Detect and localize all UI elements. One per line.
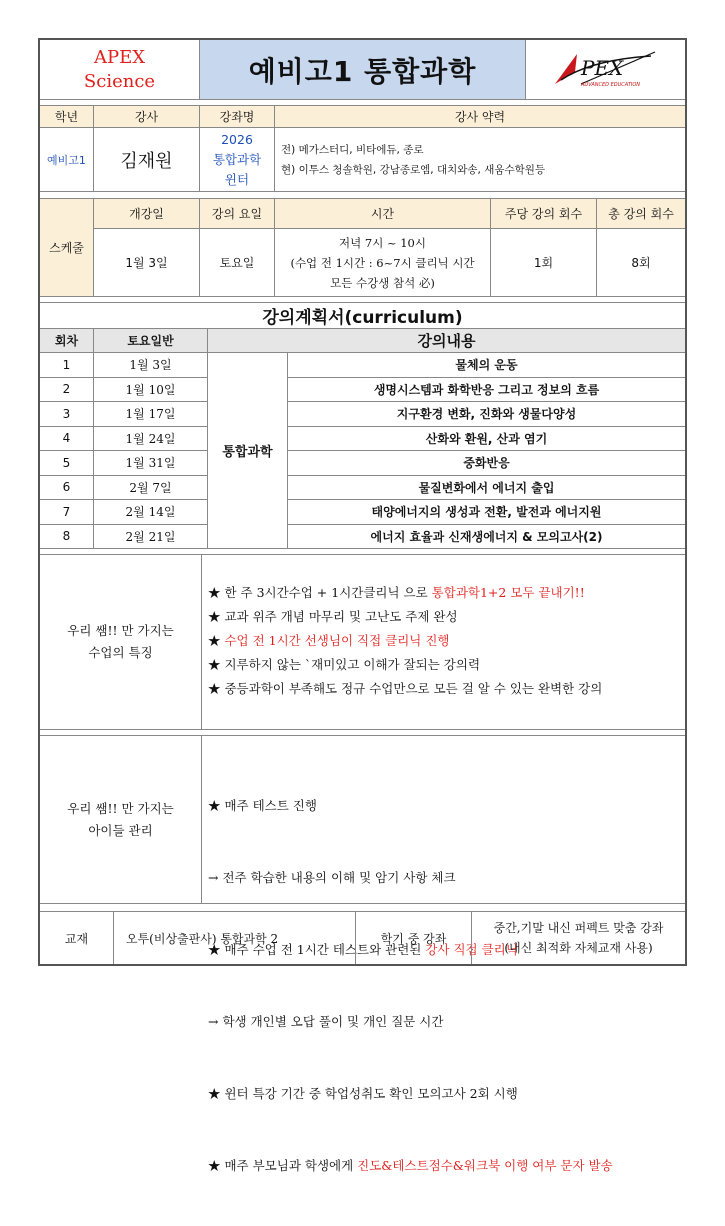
- career-line-1: 전) 메가스터디, 비타에듀, 종로: [281, 143, 424, 156]
- course-sheet: [38, 38, 687, 1173]
- features-label-line1: 우리 쌤!! 만 가지는: [67, 623, 174, 638]
- feature-item: ★ 한 주 3시간수업 + 1시간클리닉 으로 통합과학1+2 모두 끝내기!!: [208, 585, 585, 600]
- col-weekly: 주당 강의 회수: [491, 199, 597, 229]
- features-block: [40, 555, 685, 730]
- row-no: 6: [40, 476, 94, 501]
- subject-cell: 통합과학: [208, 353, 288, 549]
- row-content: 물체의 운동: [288, 353, 685, 378]
- col-course: 강좌명: [200, 106, 275, 128]
- management-item: → 전주 학습한 내용의 이해 및 암기 사항 체크: [208, 870, 456, 885]
- curriculum-rows: [40, 353, 685, 549]
- row-no: 4: [40, 427, 94, 452]
- features-list: [208, 581, 602, 701]
- management-item: ★ 매주 부모님과 학생에게 진도&테스트점수&워크북 이행 여부 문자 발송: [208, 1158, 613, 1173]
- col-content: 강의내용: [208, 329, 685, 353]
- instructor-header-row: [40, 106, 685, 128]
- row-content: 에너지 효율과 신재생에너지 & 모의고사(2): [288, 525, 685, 550]
- management-label-line2: 아이들 관리: [88, 822, 153, 838]
- row-no: 7: [40, 500, 94, 525]
- row-date: 2월 14일: [94, 500, 208, 525]
- row-no: 8: [40, 525, 94, 550]
- features-label: [40, 555, 202, 729]
- apex-logo: [526, 40, 685, 100]
- teacher-name: 김재원: [94, 128, 200, 192]
- textbook-label: 교재: [40, 912, 114, 964]
- feature-item: ★ 중등과학이 부족해도 정규 수업만으로 모든 걸 알 수 있는 완벽한 강의: [208, 681, 603, 696]
- brand-line2: Science: [83, 70, 156, 92]
- lecture-time: [275, 229, 491, 297]
- col-career: 강사 약력: [275, 106, 685, 128]
- textbook-value: 오투(비상출판사) 통합과학 2: [114, 912, 356, 964]
- time-line-3: 모든 수강생 참석 必): [330, 275, 435, 290]
- row-date: 1월 10일: [94, 378, 208, 403]
- curriculum-header-row: [40, 329, 685, 353]
- header-row: [40, 40, 685, 100]
- row-date: 1월 3일: [94, 353, 208, 378]
- col-date: 토요일반: [94, 329, 208, 353]
- row-no: 2: [40, 378, 94, 403]
- time-line-2: (수업 전 1시간 : 6~7시 클리닉 시간: [290, 255, 475, 270]
- col-day: 강의 요일: [200, 199, 275, 229]
- row-date: 2월 21일: [94, 525, 208, 550]
- row-content: 태양에너지의 생성과 전환, 발전과 에너지원: [288, 500, 685, 525]
- apex-logo-icon: [551, 50, 661, 90]
- col-total: 총 강의 회수: [597, 199, 685, 229]
- curriculum-title: 강의계획서(curriculum): [40, 303, 685, 329]
- management-item: ★ 매주 테스트 진행: [208, 798, 317, 813]
- instructor-row: [40, 128, 685, 192]
- management-list: [208, 746, 613, 1226]
- grade-value: 예비고1: [40, 128, 94, 192]
- course-line-2: 통합과학: [212, 151, 262, 167]
- schedule-label: 스케줄: [40, 199, 94, 297]
- col-time: 시간: [275, 199, 491, 229]
- row-date: 1월 17일: [94, 402, 208, 427]
- schedule-block: [40, 199, 685, 297]
- row-content: 생명시스템과 화학반응 그리고 정보의 흐름: [288, 378, 685, 403]
- row-content: 산화와 환원, 산과 염기: [288, 427, 685, 452]
- semester-value: [472, 912, 685, 964]
- management-item: ★ 매주 수업 전 1시간 테스트와 관련된 강사 직접 클리닉: [208, 942, 518, 957]
- row-date: 2월 7일: [94, 476, 208, 501]
- course-line-1: 2026: [221, 131, 253, 147]
- row-content: 지구환경 변화, 진화와 생물다양성: [288, 402, 685, 427]
- col-no: 회차: [40, 329, 94, 353]
- weekly-count: 1회: [491, 229, 597, 297]
- total-count: 8회: [597, 229, 685, 297]
- course-name: [200, 128, 275, 192]
- footer-row: [40, 912, 685, 964]
- semester-label: 학기 중 강좌: [356, 912, 472, 964]
- brand-cell: [40, 40, 200, 100]
- features-label-line2: 수업의 특징: [88, 645, 153, 660]
- feature-item: ★ 지루하지 않는 `재미있고 이해가 잘되는 강의력: [208, 657, 481, 672]
- time-line-1: 저녁 7시 ~ 10시: [339, 235, 426, 250]
- brand-line1: APEX: [93, 46, 146, 68]
- col-teacher: 강사: [94, 106, 200, 128]
- row-no: 1: [40, 353, 94, 378]
- row-no: 3: [40, 402, 94, 427]
- page-title: 예비고1 통합과학: [200, 40, 526, 100]
- course-line-3: 윈터: [224, 171, 250, 187]
- career-line-2: 현) 이투스 청솔학원, 강남종로엠, 대치와송, 새움수학원등: [281, 163, 546, 176]
- management-label-line1: 우리 쌤!! 만 가지는: [67, 800, 174, 816]
- logo-sub: ADVANCED EDUCATION: [580, 81, 640, 88]
- row-content: 중화반응: [288, 451, 685, 476]
- feature-item: ★ 교과 위주 개념 마무리 및 고난도 주제 완성: [208, 609, 458, 624]
- logo-main: PEX: [580, 55, 623, 80]
- row-date: 1월 24일: [94, 427, 208, 452]
- row-date: 1월 31일: [94, 451, 208, 476]
- row-content: 물질변화에서 에너지 출입: [288, 476, 685, 501]
- col-grade: 학년: [40, 106, 94, 128]
- feature-item: ★ 수업 전 1시간 선생님이 직접 클리닉 진행: [208, 633, 450, 648]
- management-label: [40, 736, 202, 903]
- management-item: ★ 윈터 특강 기간 중 학업성취도 확인 모의고사 2회 시행: [208, 1086, 518, 1101]
- lecture-day: 토요일: [200, 229, 275, 297]
- semester-line-2: (내신 최적화 자체교재 사용): [504, 941, 653, 955]
- row-no: 5: [40, 451, 94, 476]
- semester-line-1: 중간,기말 내신 퍼펙트 맞춤 강좌: [493, 921, 664, 935]
- col-start: 개강일: [94, 199, 200, 229]
- management-item: → 학생 개인별 오답 풀이 및 개인 질문 시간: [208, 1014, 444, 1029]
- start-date: 1월 3일: [94, 229, 200, 297]
- career-text: [275, 128, 685, 192]
